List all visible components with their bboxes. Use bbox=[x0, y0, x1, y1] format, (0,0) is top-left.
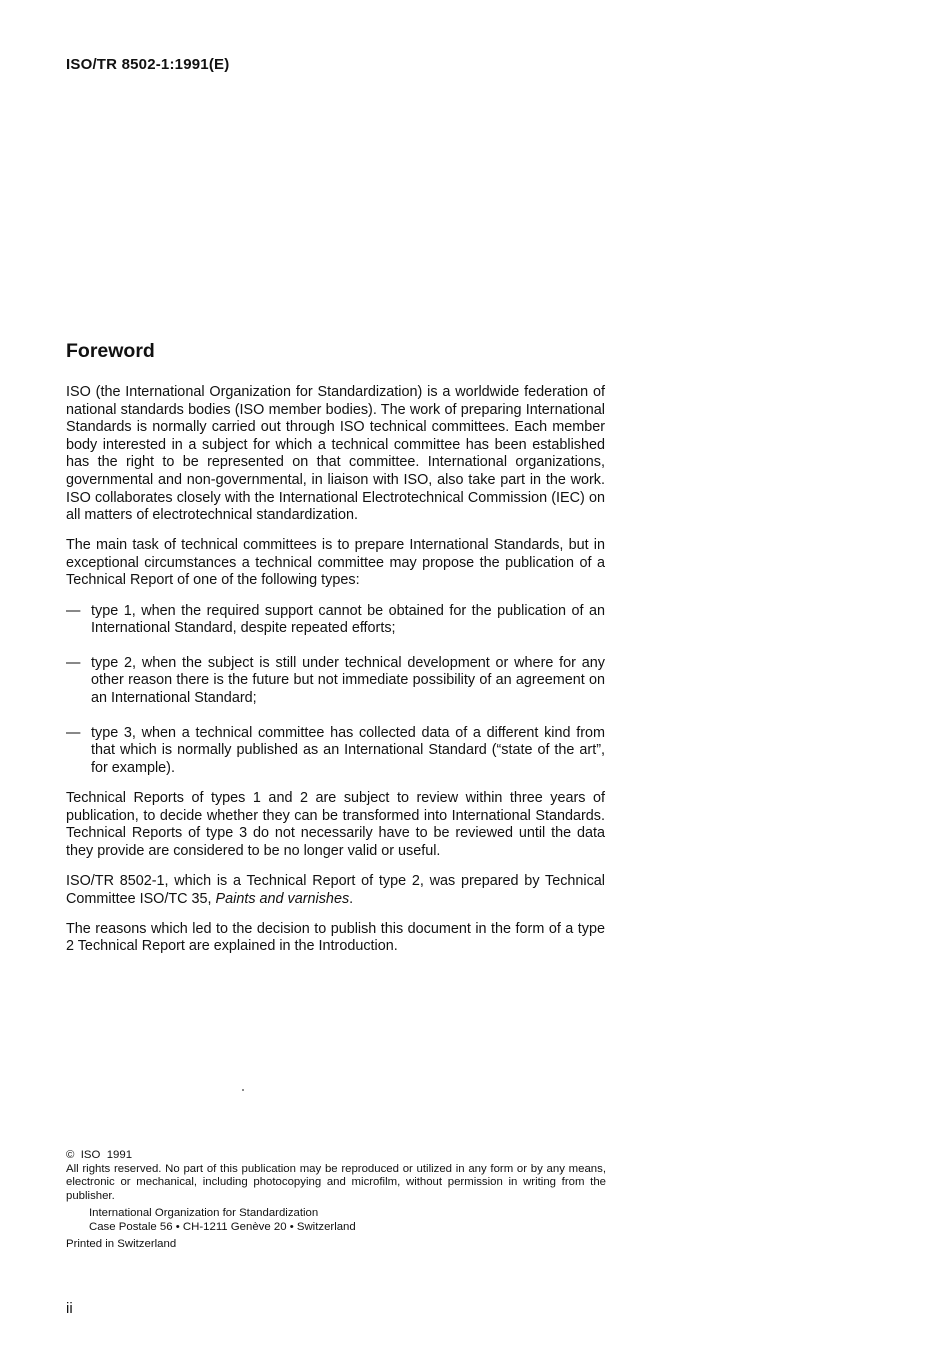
copyright-line bbox=[66, 1149, 606, 1163]
reasons-paragraph: The reasons which led to the decision to publish this document in the form of a type 2 Technical Report are explained in the Introduction. bbox=[66, 920, 605, 955]
document-reference: ISO/TR 8502-1:1991(E) bbox=[66, 56, 230, 73]
list-item-type-3 bbox=[66, 725, 605, 778]
list-item-type-2 bbox=[66, 655, 605, 708]
prepared-by-end: . bbox=[349, 890, 354, 907]
organization-address: Case Postale 56 • CH-1211 Genève 20 • Switzerland bbox=[89, 1220, 356, 1233]
list-item-text: type 1, when the required support cannot be obtained for the publication of an International Standard, despite repeated efforts; bbox=[91, 602, 605, 637]
list-item-text: type 3, when a technical committee has collected data of a different kind from that which is normally published as an International Standard (“state of the art”, for example). bbox=[91, 724, 605, 776]
main-task-paragraph: The main task of technical committees is to prepare International Standards, but in exceptional circumstances a technical committee may propose the publication of a Technical Report of one of the following types: bbox=[66, 537, 605, 589]
review-paragraph: Technical Reports of types 1 and 2 are subject to review within three years of publication, to decide whether they can be transformed into International Standards. Technical Reports of type 3 do not necessarily have to be reviewed until the data they provide are considered to be no longer valid or useful. bbox=[66, 790, 605, 860]
dash-bullet: — bbox=[66, 724, 81, 741]
foreword-body bbox=[66, 384, 605, 969]
page-number: ii bbox=[66, 1300, 73, 1317]
prepared-by-text: ISO/TR 8502-1, which is a Technical Report of type 2, was prepared by Technical Committee ISO/TC 35, bbox=[66, 873, 605, 907]
rights-statement: All rights reserved. No part of this publication may be reproduced or utilized in any form or by any means, electronic or mechanical, including photocopying and microfilm, without permission in writing from the publisher. bbox=[66, 1162, 606, 1202]
committee-title: Paints and varnishes bbox=[215, 890, 350, 907]
printed-in: Printed in Switzerland bbox=[66, 1237, 177, 1250]
copyright-symbol: © bbox=[66, 1149, 75, 1161]
copyright-year: ISO 1991 bbox=[80, 1149, 133, 1161]
copyright-block bbox=[66, 1149, 606, 1251]
foreword-title: Foreword bbox=[66, 340, 155, 362]
dash-bullet: — bbox=[66, 654, 81, 671]
list-item-text: type 2, when the subject is still under technical development or where for any other reason there is the future but not immediate possibility of an agreement on an International Standard; bbox=[91, 654, 605, 706]
organization-name: International Organization for Standardization bbox=[89, 1207, 319, 1220]
intro-paragraph: ISO (the International Organization for Standardization) is a worldwide federation of national standards bodies (ISO member bodies). The work of preparing International Standards is normally carried out through ISO technical committees. Each member body interested in a subject for which a technical committee has been established has the right to be represented on that committee. International organizations, governmental and non-governmental, in liaison with ISO, also take part in the work. ISO collaborates closely with the International Electrotechnical Commission (IEC) on all matters of electrotechnical standardization. bbox=[66, 384, 605, 524]
list-item-type-1 bbox=[66, 603, 605, 638]
scan-speck bbox=[242, 1089, 244, 1091]
prepared-by-paragraph bbox=[66, 873, 605, 908]
dash-bullet: — bbox=[66, 602, 81, 619]
